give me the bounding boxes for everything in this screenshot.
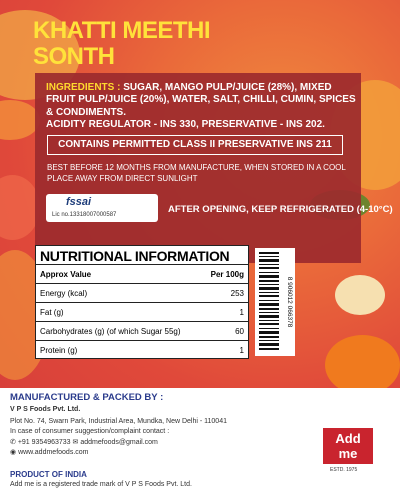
nutrition-row: [36, 322, 248, 341]
brand-logo-bottom: me: [338, 446, 358, 461]
best-before-text: BEST BEFORE 12 MONTHS FROM MANUFACTURE, WHEN STORED IN A COOL PLACE AWAY FROM DIRECT SUNLIGHT: [47, 163, 346, 183]
origin-text: PRODUCT OF INDIA: [10, 470, 87, 479]
nutrition-row: [36, 341, 248, 359]
address-text: Plot No. 74, Swarn Park, Industrial Area, Mundka, New Delhi - 110041: [10, 418, 227, 425]
product-title: [33, 18, 210, 70]
phone-icon: ✆: [10, 439, 16, 446]
brand-logo-top: Add: [335, 431, 361, 446]
manufacturer-heading: MANUFACTURED & PACKED BY :: [10, 392, 164, 403]
ingredients-label: INGREDIENTS :: [46, 82, 121, 93]
nutrition-label: Fat (g): [40, 307, 64, 317]
banana-image: [335, 275, 385, 315]
nutrition-row: [36, 303, 248, 322]
nutrition-row: [36, 284, 248, 303]
nutrition-value: 1: [239, 345, 244, 355]
preservative-notice: CONTAINS PERMITTED CLASS II PRESERVATIVE INS 211: [47, 135, 343, 155]
website-link[interactable]: www.addmefoods.com: [18, 449, 89, 456]
storage-note: AFTER OPENING, KEEP REFRIGERATED (4-10°C): [168, 204, 393, 215]
contact-line: [10, 438, 158, 446]
email-icon: ✉: [72, 439, 79, 446]
approx-label: Approx Value: [40, 269, 92, 279]
nutrition-label: Carbohydrates (g) (of which Sugar 55g): [40, 326, 181, 336]
nutrition-value: 1: [239, 307, 244, 317]
ingredients-text: SUGAR, MANGO PULP/JUICE (28%), MIXED FRUIT PULP/JUICE (20%), WATER, SALT, CHILLI, CUMIN, SPICES & CONDIMENTS.: [46, 82, 356, 118]
trademark-text: Add me is a registered trade mark of V P S Foods Pvt. Ltd.: [10, 481, 192, 488]
fssai-logo: fssai: [66, 196, 92, 208]
company-name: V P S Foods Pvt. Ltd.: [10, 406, 81, 413]
nutrition-subheader: [36, 265, 248, 284]
per-label: Per 100g: [210, 269, 244, 279]
papaya-image: [325, 335, 400, 388]
nutrition-value: 253: [230, 288, 244, 298]
license-number: Lic no.13318007000587: [52, 212, 117, 218]
nutrition-table: [35, 245, 249, 359]
website-line: [10, 448, 88, 456]
title-line-2: SONTH: [33, 43, 115, 70]
ingredients-block: [46, 82, 356, 131]
watermelon-image: [0, 175, 40, 240]
barcode-number: 8 906012 066378: [286, 276, 293, 328]
phone-number[interactable]: +91 9354963733: [17, 439, 71, 446]
globe-icon: ◉: [10, 449, 17, 456]
mango-slice-image: [0, 100, 40, 140]
email-address[interactable]: addmefoods@gmail.com: [80, 439, 158, 446]
nutrition-label: Protein (g): [40, 345, 78, 355]
fssai-badge: [46, 194, 158, 222]
acidity-text: ACIDITY REGULATOR - INS 330, PRESERVATIVE - INS 202.: [46, 118, 325, 130]
suggestion-text: In case of consumer suggestion/complaint contact :: [10, 428, 170, 435]
brand-logo: [323, 428, 373, 464]
title-line-1: KHATTI MEETHI: [33, 17, 211, 44]
barcode: [255, 248, 295, 356]
nutrition-label: Energy (kcal): [40, 288, 88, 298]
nutrition-value: 60: [235, 326, 244, 336]
barcode-graphic: [255, 248, 295, 356]
nutrition-heading: NUTRITIONAL INFORMATION: [36, 246, 248, 265]
established-text: ESTD. 1975: [330, 467, 358, 473]
